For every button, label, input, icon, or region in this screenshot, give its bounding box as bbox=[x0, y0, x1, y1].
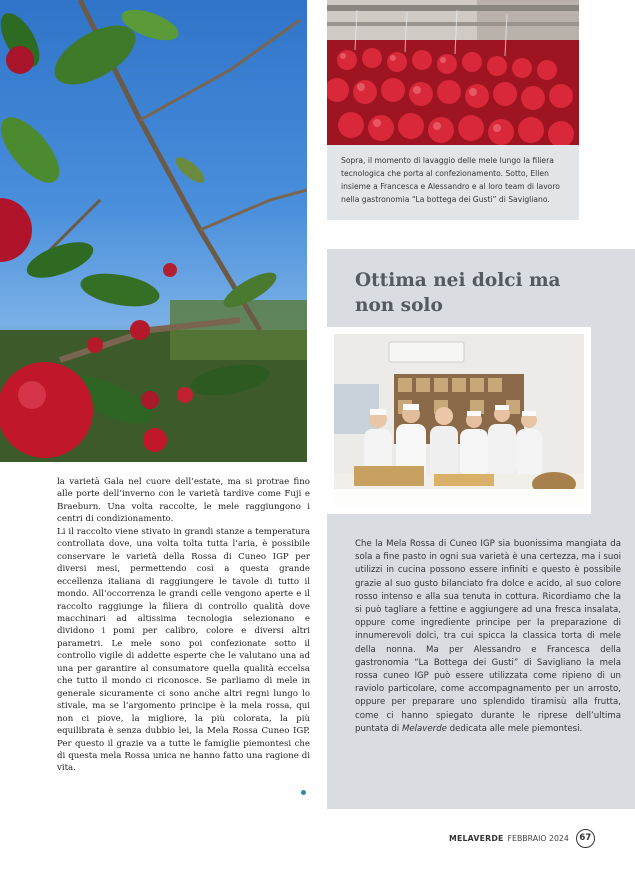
page-footer bbox=[449, 830, 595, 846]
page-number: 67 bbox=[576, 829, 595, 848]
magazine-name: MELAVERDE bbox=[449, 833, 504, 843]
section-body-text: Che la Mela Rossa di Cuneo IGP sia buonissima mangiata da sola a fine pasto in ogni sua varietà è una certezza, ma i suoi utilizzi in cucina possono essere infiniti e questo è possibile grazie al suo gusto bilanciato fra dolce e acido, al suo colore rosso intenso e alla sua tenuta in cottura. Ricordiamo che la si può tagliare a fettine e aggiungere ad una fresca insalata, oppure come ingrediente principe per la preparazione di innumerevoli dolci, tra cui spicca la classica torta di mele della nonna. Ma per Alessandro e Francesca della gastronomia “La Bottega dei Gusti” di Savigliano la mela rossa cuneo IGP può essere utilizzata come ripieno di un raviolo particolare, come accompagnamento per un arrosto, oppure per preparare uno splendido tiramisù alla frutta, come ci hanno spiegato durante le riprese dell’ultima puntata di bbox=[355, 539, 621, 734]
photo-caption bbox=[327, 145, 579, 220]
apple-washing-photo bbox=[327, 0, 579, 145]
end-of-article-marker bbox=[301, 790, 306, 795]
team-photo-frame bbox=[327, 327, 591, 514]
section-body bbox=[355, 538, 621, 736]
team-photo bbox=[334, 334, 584, 507]
section-body-italic: Melaverde bbox=[401, 723, 447, 734]
apple-tree-photo bbox=[0, 0, 307, 462]
caption-text: Sopra, il momento di lavaggio delle mele lungo la filiera tecnologica che porta al confezionamento. Sotto, Ellen insieme a Francesca e Alessandro e al loro team di lavoro nella gastronomia “La bottega dei Gusti” di Savigliano. bbox=[341, 156, 560, 204]
article-paragraph: Li il raccolto viene stivato in grandi stanze a temperatura controllata dove, una volta tolta tutta l’aria, è possibile conservare le varietà della Rossa di Cuneo IGP per diversi mesi, permettendo così a questa grande eccellenza italiana di raggiungere le tavole di tutto il mondo. All’occorrenza le grandi celle vengono aperte e il raccolto raggiunge la filiera di controllo qualità dove macchinari ad altissima tecnologia selezionano e dividono i pomi per calibro, colore e diversi altri parametri. Le mele sono poi confezionate sotto il controllo vigile di addette esperte che le valutano una ad una per garantire al consumatore quella qualità eccelsa che tutto il mondo ci riconosce. Se parliamo di mele in generale sicuramente ci sono anche altri regni lungo lo stivale, ma se l’argomento principe è la mela rossa, qui non ci piove, la migliore, la più colorata, la più equilibrata è senza dubbio lei, la Mela Rossa Cuneo IGP. Per questo il grazie va a tutte le famiglie piemontesi che di questa mela Rossa unica ne hanno fatto una ragione di vita. bbox=[57, 526, 310, 774]
section-body-tail: dedicata alle mele piemontesi. bbox=[446, 723, 583, 734]
issue-date: FEBBRAIO 2024 bbox=[507, 833, 569, 843]
article-paragraph: la varietà Gala nel cuore dell’estate, ma si protrae fino alle porte dell’inverno con le varietà tardive come Fuji e Braeburn. Una volta raccolte, le mele raggiungono i centri di condizionamento. bbox=[57, 477, 310, 525]
section-title: Ottima nei dolci ma non solo bbox=[355, 270, 561, 316]
article-body bbox=[57, 476, 310, 775]
